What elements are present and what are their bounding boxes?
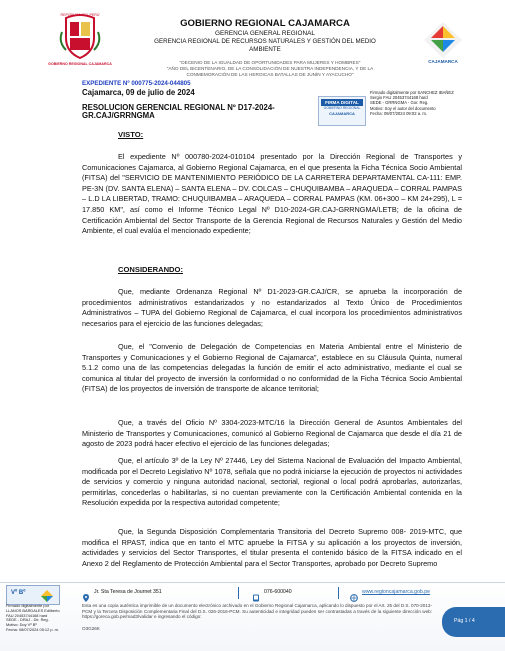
- phone-icon: [252, 589, 260, 597]
- bicentenario-line1: "AÑO DEL BICENTENARIO, DE LA CONSOLIDACIÓN DE NUESTRA INDEPENDENCIA, Y DE LA: [166, 66, 374, 71]
- badge-sub: GOBIERNO REGIONAL: [323, 106, 361, 110]
- document-date: Cajamarca, 09 de julio de 2024: [82, 88, 195, 97]
- digital-signature-badge: [318, 96, 366, 126]
- footer-divider-1: [238, 587, 239, 599]
- considerando-paragraph-1: [82, 287, 462, 329]
- footer-address: Jr. Sta Teresa de Journet 351: [94, 589, 162, 595]
- left-sig-line5: Motivo: Doy Vº Bº: [6, 622, 37, 628]
- peru-coat-of-arms-logo: [58, 12, 102, 62]
- badge-label: FIRMA DIGITAL: [321, 99, 363, 106]
- footer-website-link[interactable]: www.regioncajamarca.gob.pe: [362, 589, 431, 595]
- expediente-number: EXPEDIENTE Nº 000775-2024-044805: [82, 80, 191, 87]
- considerando-paragraph-4: [82, 456, 462, 509]
- signature-line4: Motivo: Soy el autor del documento: [370, 105, 436, 111]
- footer-left-signature: [6, 604, 76, 633]
- paragraph-1-text: Que, mediante Ordenanza Regional Nº D1-2023-GR.CAJ/CR, se aprueba la incorporación de procedimientos administrativos estandarizados y no estandarizados al Texto Único de Procedimientos Administrativos – TUPA del Gobierno Regional de Cajamarca, el cual incorpora los procedimientos administrativos necesarios para el ejercicio de las funciones delegadas;: [82, 287, 462, 328]
- footer-divider-2: [338, 587, 339, 599]
- left-sig-line6: Fecha: 08/07/2024 05:12 p. m.: [6, 626, 59, 632]
- vobo-logo-icon: [41, 589, 53, 601]
- page-number: Pág 1 / 4: [454, 618, 475, 624]
- paragraph-3-text: Que, a través del Oficio Nº 3304-2023-MTC/16 la Dirección General de Asuntos Ambientales del Ministerio de Transportes y Comunicaciones, comunicó al Gobierno Regional de Cajamarca que desde el día 21 de agosto de 2023 podrá hacer efectivo el ejercicio de las funciones delegadas;: [82, 418, 462, 449]
- left-sig-line3: FAU 20453744168 hard: [6, 612, 48, 618]
- header-sub1: GERENCIA GENERAL REGIONAL: [215, 30, 315, 37]
- header-sub2: GERENCIA REGIONAL DE RECURSOS NATURALES Y GESTIÓN DEL MEDIO: [154, 38, 376, 45]
- location-icon: [82, 589, 90, 597]
- left-sig-line4: SEDE - DRAJ - Dir. Reg.: [6, 617, 49, 623]
- paragraph-5-text: Que, la Segunda Disposición Complementaria Transitoria del Decreto Supremo 008- 2019-MTC, que modifica el RPAST, indica que en tanto el MTC apruebe la FITSA y su aplicación a los proyectos de inversión, actividades y servicios del Sector Transportes, el titular presenta el contenido básico de la FITSA indicado en el Anexo 2 del Reglamento de Protección Ambiental para el Sector Transportes, aprobado por Decreto Supremo: [82, 527, 462, 568]
- signature-line2: Sergio FAU 20453744168 hard: [370, 95, 428, 101]
- considerando-heading: CONSIDERANDO:: [118, 265, 183, 274]
- signature-details: [370, 90, 480, 116]
- left-logo-caption: GOBIERNO REGIONAL CAJAMARCA: [48, 62, 112, 66]
- paragraph-4-text: Que, el artículo 3º de la Ley Nº 27446, Ley del Sistema Nacional de Evaluación del Impacto Ambiental, modificada por el Decreto Legislativo Nº 1078, señala que no podrá iniciarse la ejecución de proyectos ni actividades de servicios y comercio y ninguna autoridad nacional, sectorial, regional o local podrá aprobarlas, autorizarlas, permitirlas, concederlas o habilitarlas, si no cuentan previamente con la Certificación Ambiental contenida en la Resolución expedida por la respectiva autoridad competente;: [82, 456, 462, 508]
- visto-paragraph: [82, 152, 462, 237]
- shield-icon: [58, 12, 102, 62]
- considerando-paragraph-5: [82, 527, 462, 569]
- signature-line3: SEDE - GRRNGMA - Gor. Reg.: [370, 100, 429, 106]
- signature-line5: Fecha: 09/07/2024 09:02 a. m.: [370, 110, 428, 116]
- region-logo-icon: [420, 20, 466, 60]
- bicentenario-line2: CONMEMORACIÓN DE LAS HEROICAS BATALLAS DE JUNÍN Y AYACUCHO": [186, 72, 354, 77]
- footer-page-tab: [442, 607, 505, 637]
- left-sig-line2: LLANOS BARDALES Edilberto: [6, 607, 60, 613]
- right-region-logo: [420, 20, 466, 60]
- footer-notice: Esta es una copia auténtica imprimible de un documento electrónico archivado en el Gobierno Regional Cajamarca, aplicando lo dispuesto por el Art. 25 del D.S. 070-2013-PCM y la Tercera Disposición Complementaria Final del D.S. 026-2016-PCM. Su autenticidad e integridad pueden ser contrastadas a través de la siguiente dirección web: https://goreca.gob.pe/mad3/validar e ingresando el código:: [82, 603, 432, 620]
- badge-region: CAJAMARCA: [329, 111, 355, 116]
- paragraph-2-text: Que, el "Convenio de Delegación de Competencias en Materia Ambiental entre el Ministerio de Transportes y Comunicaciones y el Gobierno Regional de Cajamarca", establece en su Cláusula Quinta, numeral 5.1.2 como una de las competencias delegadas la función de emitir el acto administrativo, mediante el cual se comunica al titular del proyecto de inversión la conformidad o no conformidad de la Ficha Técnica Socio Ambiental (FITSA) de los proyectos de inversión de transporte de alcance territorial;: [82, 342, 462, 394]
- header-sub3: AMBIENTE: [249, 46, 281, 53]
- considerando-paragraph-3: [82, 418, 462, 450]
- decenio-line: "DECENIO DE LA IGUALDAD DE OPORTUNIDADES PARA MUJERES Y HOMBRES": [179, 60, 361, 65]
- considerando-paragraph-2: [82, 342, 462, 395]
- resolution-title-line2: GR.CAJ/GRRNGMA: [82, 111, 155, 120]
- signature-line1: Firmado digitalmente por SANCHEZ IBAÑEZ: [370, 90, 454, 95]
- left-sig-line1: Firmado digitalmente por: [6, 603, 50, 608]
- vobo-label: Vº Bº: [11, 590, 26, 596]
- footer-code: O3G26K: [82, 626, 100, 631]
- left-logo-text: REPÚBLICA DEL PERÚ: [60, 13, 100, 17]
- footer-phone: 076-600040: [264, 589, 292, 595]
- visto-text: El expediente Nº 000780-2024-010104 presentado por la Dirección Regional de Transportes y Comunicaciones Cajamarca, al Gobierno Regional Cajamarca, en el que presenta la Ficha Técnica Socio Ambiental (FITSA) del "SERVICIO DE MANTENIMIENTO PERIÓDICO DE LA CARRETERA DEPARTAMENTAL CA-111: EMP. PE-3N (DV. SANTA ELENA) – SANTA ELENA – DV. COLCAS – CHUQUIBAMBA – ARAQUEDA – CORRAL PAMPAS – L.D LA LIBERTAD, TRAMO: CHUQUIBAMBA – ARAQUEDA – CORRAL PAMPAS (KM. 06+300 – KM 24+295), L = 17.850 KM", así como el Informe Técnico Legal Nº D10-2024-GR.CAJ-GRRNGMA/LETB; de la oficina de Certificación Ambiental del Sector Transporte de la Gerencia Regional de Recursos Naturales y Gestión del Medio Ambiente, el cual evalúa el mencionado expediente;: [82, 152, 462, 236]
- resolution-title-line1: RESOLUCION GERENCIAL REGIONAL Nº D17-2024-: [82, 103, 275, 112]
- visto-heading: VISTO:: [118, 130, 144, 139]
- globe-icon: [350, 589, 358, 597]
- right-logo-text: CAJAMARCA: [428, 59, 458, 64]
- vobo-stamp: [6, 585, 60, 605]
- org-title: GOBIERNO REGIONAL CAJAMARCA: [180, 18, 350, 29]
